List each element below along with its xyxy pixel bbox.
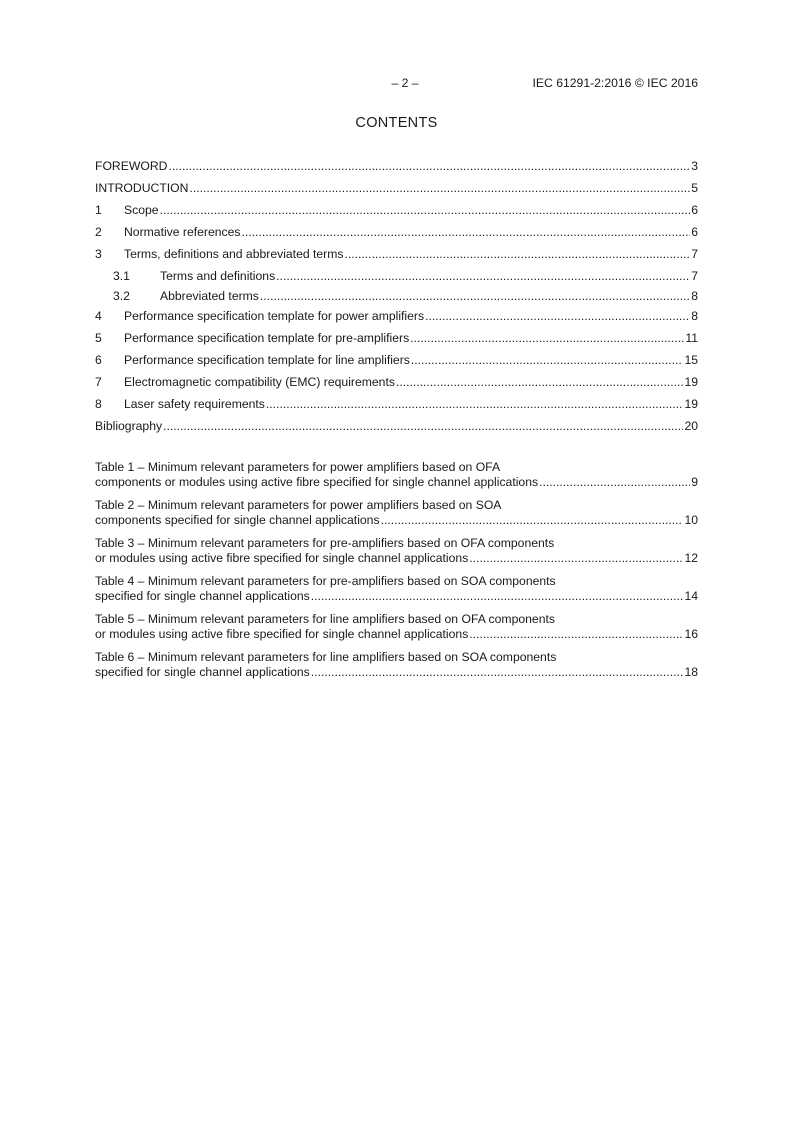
toc-entry-title: FOREWORD — [95, 159, 168, 173]
table-entry-page: 16 — [684, 627, 698, 641]
toc-entry-number: 8 — [95, 397, 102, 411]
dot-leader — [311, 665, 684, 680]
toc-entry[interactable] — [95, 246, 698, 268]
table-list-entry[interactable] — [95, 536, 698, 566]
contents-title: CONTENTS — [355, 115, 438, 131]
toc-entry-title: Scope — [124, 203, 159, 217]
table-caption-line2: or modules using active fibre specified for single channel applications — [95, 627, 469, 641]
dot-leader — [163, 418, 683, 434]
toc-entry[interactable] — [95, 330, 698, 352]
toc-entry-page: 15 — [684, 353, 698, 367]
toc-entry[interactable] — [95, 396, 698, 418]
dot-leader — [311, 589, 684, 604]
toc-entry-number: 2 — [95, 225, 102, 239]
table-list-entry[interactable] — [95, 498, 698, 528]
table-caption-line1: Table 4 – Minimum relevant parameters for pre-amplifiers based on SOA components — [95, 574, 556, 588]
page-header — [95, 76, 698, 92]
toc-entry-number: 3 — [95, 247, 102, 261]
toc-entry-page: 19 — [684, 375, 698, 389]
dot-leader — [276, 268, 690, 284]
toc-entry[interactable] — [95, 180, 698, 202]
toc-entry-title: Performance specification template for line amplifiers — [124, 353, 410, 367]
table-caption-line2: specified for single channel applications — [95, 665, 310, 679]
toc-entry[interactable] — [95, 418, 698, 440]
toc-entry-title: Abbreviated terms — [160, 289, 259, 303]
dot-leader — [425, 308, 690, 324]
page-number: – 2 – — [391, 76, 419, 90]
toc-entry[interactable] — [95, 158, 698, 180]
toc-entry[interactable] — [95, 352, 698, 374]
toc-entry-number: 4 — [95, 309, 102, 323]
dot-leader — [469, 627, 683, 642]
toc-entry-number: 3.1 — [113, 269, 130, 283]
toc-entry-number: 1 — [95, 203, 102, 217]
dot-leader — [381, 513, 684, 528]
table-caption-line1: Table 6 – Minimum relevant parameters for line amplifiers based on SOA components — [95, 650, 557, 664]
table-caption-line1: Table 2 – Minimum relevant parameters for power amplifiers based on SOA — [95, 498, 502, 512]
dot-leader — [168, 158, 690, 174]
table-entry-page: 10 — [684, 513, 698, 527]
toc-entry[interactable] — [95, 374, 698, 396]
dot-leader — [344, 246, 690, 262]
toc-entry-title: Laser safety requirements — [124, 397, 265, 411]
table-list-entry[interactable] — [95, 574, 698, 604]
dot-leader — [266, 396, 684, 412]
dot-leader — [410, 330, 684, 346]
table-caption-line1: Table 3 – Minimum relevant parameters for pre-amplifiers based on OFA components — [95, 536, 555, 550]
document-reference: IEC 61291-2:2016 © IEC 2016 — [532, 76, 698, 90]
toc-entry-number: 6 — [95, 353, 102, 367]
dot-leader — [539, 475, 690, 490]
toc-entry-page: 6 — [691, 203, 698, 217]
toc-entry-title: Performance specification template for pre-amplifiers — [124, 331, 410, 345]
toc-entry[interactable] — [95, 202, 698, 224]
toc-entry-page: 7 — [691, 269, 698, 283]
toc-entry-number: 3.2 — [113, 289, 130, 303]
toc-entry-page: 8 — [691, 289, 698, 303]
table-entry-page: 18 — [684, 665, 698, 679]
table-caption-line2: specified for single channel applications — [95, 589, 310, 603]
dot-leader — [260, 288, 690, 304]
toc-entry-title: Terms and definitions — [160, 269, 276, 283]
toc-entry-title: Performance specification template for power amplifiers — [124, 309, 425, 323]
dot-leader — [396, 374, 684, 390]
table-list-entry[interactable] — [95, 460, 698, 490]
toc-entry-page: 3 — [691, 159, 698, 173]
toc-entry-number: 7 — [95, 375, 102, 389]
table-list-entry[interactable] — [95, 612, 698, 642]
list-of-tables — [95, 460, 698, 688]
toc-entry-title: INTRODUCTION — [95, 181, 189, 195]
dot-leader — [469, 551, 683, 566]
table-caption-line1: Table 5 – Minimum relevant parameters for line amplifiers based on OFA components — [95, 612, 555, 626]
table-caption-line1: Table 1 – Minimum relevant parameters for power amplifiers based on OFA — [95, 460, 501, 474]
table-of-contents — [95, 158, 698, 440]
dot-leader — [189, 180, 690, 196]
toc-entry[interactable] — [95, 308, 698, 330]
toc-entry-page: 5 — [691, 181, 698, 195]
table-entry-page: 9 — [691, 475, 698, 489]
table-list-entry[interactable] — [95, 650, 698, 680]
toc-entry-page: 8 — [691, 309, 698, 323]
toc-entry-title: Bibliography — [95, 419, 163, 433]
dot-leader — [411, 352, 684, 368]
toc-entry[interactable] — [95, 288, 698, 308]
toc-entry-page: 11 — [685, 331, 698, 345]
toc-entry[interactable] — [95, 268, 698, 288]
toc-entry-page: 19 — [684, 397, 698, 411]
toc-entry-number: 5 — [95, 331, 102, 345]
toc-entry-title: Normative references — [124, 225, 241, 239]
table-caption-line2: components specified for single channel applications — [95, 513, 380, 527]
toc-entry-page: 7 — [691, 247, 698, 261]
dot-leader — [160, 202, 691, 218]
table-entry-page: 12 — [684, 551, 698, 565]
toc-entry[interactable] — [95, 224, 698, 246]
toc-entry-title: Electromagnetic compatibility (EMC) requirements — [124, 375, 395, 389]
table-caption-line2: components or modules using active fibre specified for single channel applications — [95, 475, 539, 489]
toc-entry-title: Terms, definitions and abbreviated terms — [124, 247, 344, 261]
dot-leader — [242, 224, 691, 240]
toc-entry-page: 6 — [691, 225, 698, 239]
table-caption-line2: or modules using active fibre specified for single channel applications — [95, 551, 469, 565]
toc-entry-page: 20 — [684, 419, 698, 433]
table-entry-page: 14 — [684, 589, 698, 603]
